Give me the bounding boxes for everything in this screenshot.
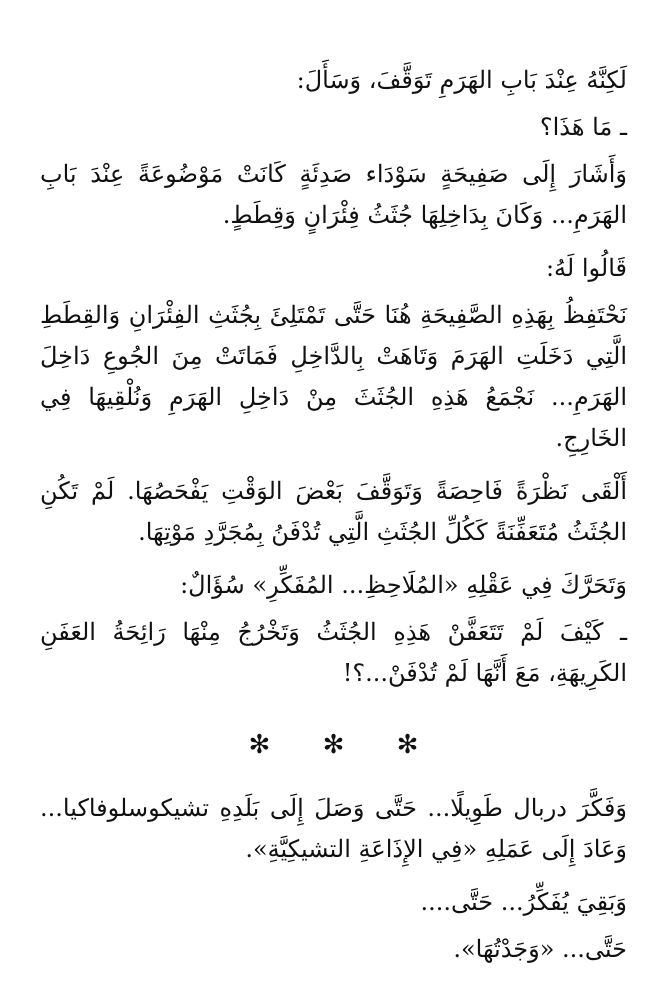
book-page xyxy=(40,60,627,976)
section-divider: ✻ ✻ ✻ xyxy=(248,730,441,760)
paragraph-5: نَحْتَفِظُ بِهَذِهِ الصَّفِيحَةِ هُنَا حَتَّى تَمْتَلِئَ بِجُثَثِ الفِئْرَانِ وَالقِطَطِ الَّتِي دَخَلَتِ الهَرَمَ وَتَاهَتْ بِالدَّاخِلِ فَمَاتَتْ مِنَ الجُوعِ دَاخِلَ الهَرَمِ... نَجْمَعُ هَذِهِ الجُثَثَ مِنْ دَاخِلِ الهَرَمِ وَنُلْقِيهَا فِي الخَارِجِ. xyxy=(40,301,627,452)
paragraph-9: وَفَكَّرَ دربال طَوِيلًا... حَتَّى وَصَلَ إِلَى بَلَدِهِ تشيكوسلوفاكيا... وَعَادَ إِلَى عَمَلِهِ «فِي الإِذَاعَةِ التشيكِيَّةِ». xyxy=(40,794,627,863)
paragraph-10: وَبَقِيَ يُفَكِّرُ... حَتَّى.... xyxy=(420,888,627,916)
paragraph-6: أَلْقَى نَظْرَةً فَاحِصَةً وَتَوَقَّفَ بَعْضَ الوَقْتِ يَفْحَصُهَا. لَمْ تَكُنِ الجُثَثُ مُتَعَفِّنَةً كَكُلِّ الجُثَثِ الَّتِي تُدْفَنُ بِمُجَرَّدِ مَوْتِهَا. xyxy=(40,477,627,546)
paragraph-7: وَتَحَرَّكَ فِي عَقْلِهِ «المُلَاحِظِ... المُفَكِّرِ» سُؤَالٌ: xyxy=(180,571,627,599)
paragraph-2: ـ مَا هَذَا؟ xyxy=(539,113,627,141)
paragraph-1: لَكِنَّهُ عِنْدَ بَابِ الهَرَمِ تَوَقَّفَ، وَسَأَلَ: xyxy=(296,66,627,94)
paragraph-11: حَتَّى... «وَجَدْتُهَا». xyxy=(453,935,627,963)
paragraph-4: قَالُوا لَهُ: xyxy=(545,254,627,282)
paragraph-3: وَأَشَارَ إِلَى صَفِيحَةٍ سَوْدَاء صَدِئَةٍ كَانَتْ مَوْضُوعَةً عِنْدَ بَابِ الهَرَمِ... وَكَانَ بِدَاخِلِهَا جُثَثُ فِئْرَانٍ وَقِطَطٍ. xyxy=(40,160,627,229)
paragraph-8: ـ كَيْفَ لَمْ تَتَعَفَّنْ هَذِهِ الجُثَثُ وَتَخْرُجُ مِنْهَا رَائِحَةُ العَفَنِ الكَرِيهَةِ، مَعَ أَنَّهَا لَمْ تُدْفَنْ...؟! xyxy=(40,618,627,687)
